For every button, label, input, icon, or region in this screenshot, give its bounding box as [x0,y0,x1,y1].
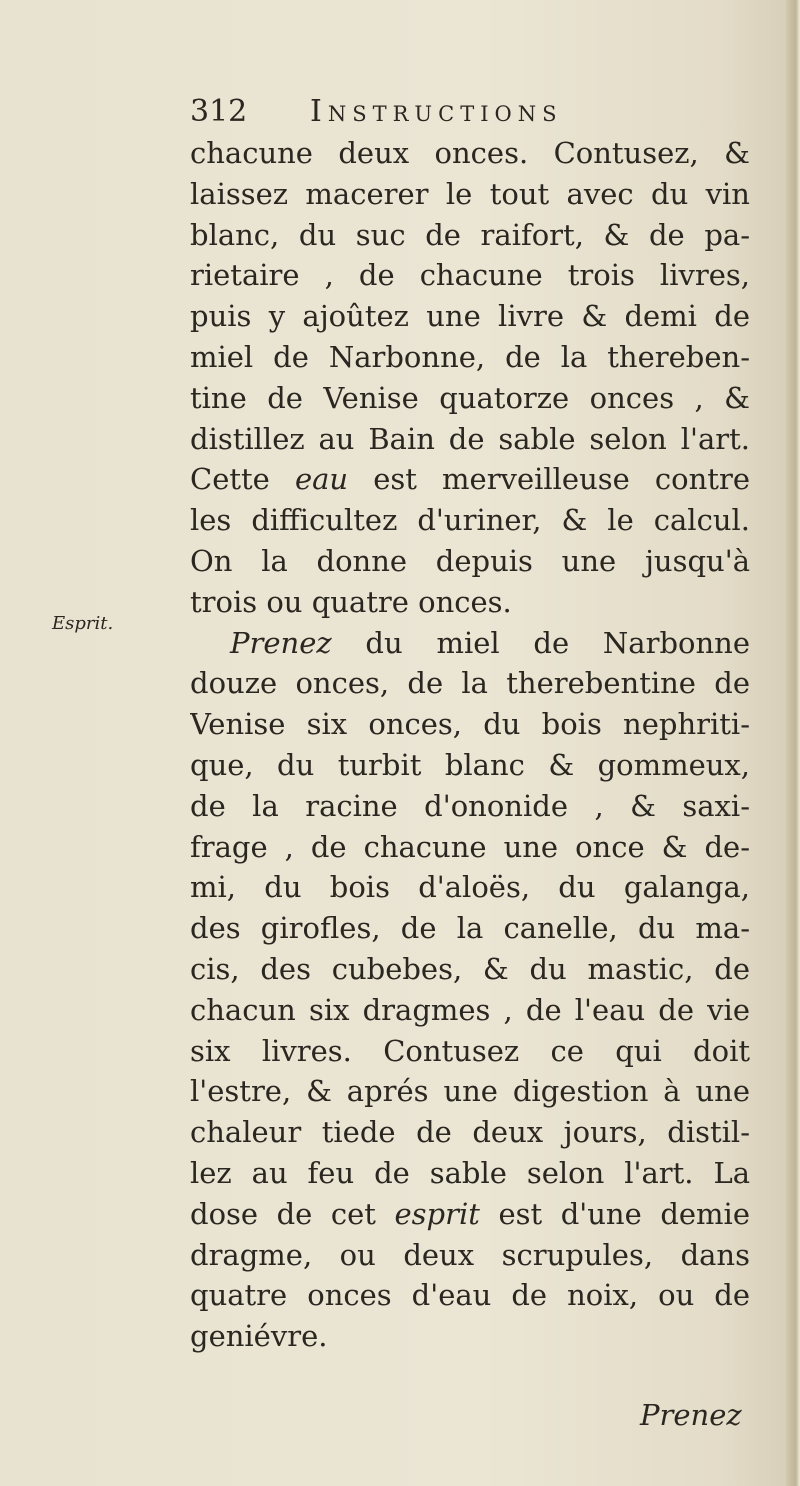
text-line [190,296,750,337]
text-segment: chacun six dragmes , de l'eau de vie [190,992,750,1027]
text-line [190,337,750,378]
text-line [190,500,750,541]
text-segment: de la racine d'ononide , & saxi- [190,788,750,823]
text-segment: chaleur tiede de deux jours, distil- [190,1115,750,1150]
text-segment: On la donne depuis une jusqu'à [190,543,750,578]
text-segment: les difficultez d'uriner, & le calcul. [190,503,750,538]
text-segment: est merveilleuse contre [348,462,750,497]
text-segment: du miel de Narbonne [331,625,750,660]
text-segment: laissez macerer le tout avec du vin [190,176,750,211]
text-line [190,745,750,786]
text-line [190,1031,750,1072]
text-line [190,1071,750,1112]
text-line [190,1112,750,1153]
text-line [190,1275,750,1316]
text-segment: esprit [394,1196,480,1231]
text-line [190,582,750,623]
catchword: Prenez [640,1398,742,1432]
text-segment: dragme, ou deux scrupules, dans [190,1237,750,1272]
page-header [190,90,750,134]
text-line [190,949,750,990]
text-segment: Cette [190,462,295,497]
text-segment: Venise six onces, du bois nephriti- [190,707,750,742]
text-segment: puis y ajoûtez une livre & demi de [190,299,750,334]
text-line [190,623,750,664]
page-gutter [786,0,800,1486]
text-segment: mi, du bois d'aloës, du galanga, [190,870,750,905]
text-line [190,541,750,582]
text-line [190,1235,750,1276]
text-segment: des girofles, de la canelle, du ma- [190,911,750,946]
text-segment: six livres. Contusez ce qui doit [190,1033,750,1068]
margin-note: Esprit. [52,613,114,634]
running-title: Instructions [310,94,563,129]
text-line [190,867,750,908]
text-line [190,990,750,1031]
text-segment: distillez au Bain de sable selon l'art. [190,421,750,456]
text-line [190,174,750,215]
text-line [190,133,750,174]
text-segment: dose de cet [190,1196,395,1231]
text-segment: est d'une demie [479,1196,750,1231]
text-segment: l'estre, & aprés une digestion à une [190,1074,750,1109]
text-line [190,704,750,745]
body-text [190,133,750,1357]
text-line [190,215,750,256]
text-segment: trois ou quatre onces. [190,584,512,619]
text-line [190,908,750,949]
text-line [190,255,750,296]
text-line [190,827,750,868]
text-segment: frage , de chacune une once & de- [190,829,750,864]
text-segment: que, du turbit blanc & gommeux, [190,747,750,782]
text-segment: blanc, du suc de raifort, & de pa- [190,217,750,252]
text-line [190,419,750,460]
text-line [190,459,750,500]
text-line [190,1153,750,1194]
text-line [190,663,750,704]
text-segment: miel de Narbonne, de la thereben- [190,339,750,374]
text-line [190,1194,750,1235]
page-number: 312 [190,94,248,129]
text-segment: eau [294,462,349,497]
text-segment: Prenez [230,625,332,660]
text-line [190,1316,750,1357]
text-segment: geniévre. [190,1319,328,1354]
text-segment: rietaire , de chacune trois livres, [190,258,750,293]
text-segment: chacune deux onces. Contusez, & [190,136,750,170]
text-segment: lez au feu de sable selon l'art. La [190,1155,750,1190]
text-line [190,378,750,419]
text-line [190,786,750,827]
text-segment: douze onces, de la therebentine de [190,666,750,701]
text-segment: tine de Venise quatorze onces , & [190,380,750,415]
text-segment: cis, des cubebes, & du mastic, de [190,951,750,986]
text-segment: quatre onces d'eau de noix, ou de [190,1278,750,1313]
